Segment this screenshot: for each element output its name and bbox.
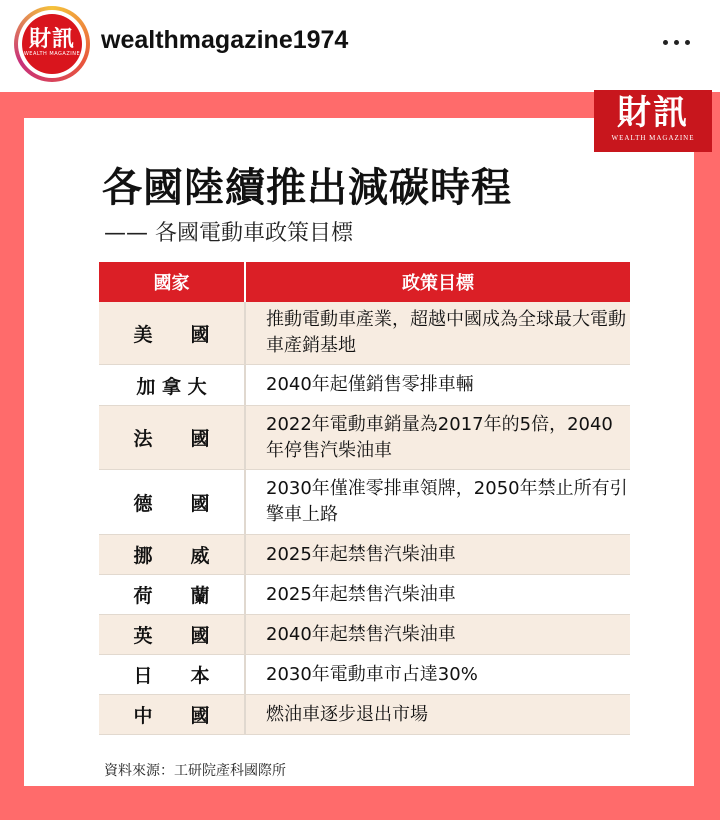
policy-cell: 2022年電動車銷量為2017年的5倍，2040年停售汽柴油車 — [266, 413, 613, 461]
avatar-logo — [22, 14, 82, 74]
source-note: 資料來源：工研院產科國際所 — [104, 763, 286, 779]
avatar-logo-text: 財訊 — [28, 26, 75, 52]
infographic-title: 各國陸續推出減碳時程 — [102, 165, 512, 211]
table-row — [99, 655, 630, 695]
brand-logo — [594, 90, 712, 152]
avatar-border — [18, 10, 86, 78]
policy-cell: 2040年起僅銷售零排車輛 — [266, 374, 474, 395]
table-row — [99, 575, 630, 615]
country-cell: 英 國 — [99, 615, 246, 654]
dot-icon — [685, 40, 690, 45]
policy-table — [99, 262, 630, 735]
table-row — [99, 365, 630, 406]
country-cell: 荷 蘭 — [99, 575, 246, 614]
country-cell: 德 國 — [99, 470, 246, 534]
table-row — [99, 406, 630, 470]
brand-logo-text: 財訊 — [617, 93, 689, 133]
table-row — [99, 470, 630, 535]
policy-cell: 2025年起禁售汽柴油車 — [266, 583, 456, 605]
post-image[interactable] — [0, 92, 720, 820]
policy-cell: 2030年電動車市占達30% — [266, 663, 478, 685]
table-row — [99, 302, 630, 365]
country-cell: 日 本 — [99, 655, 246, 694]
policy-cell: 2040年起禁售汽柴油車 — [266, 623, 456, 645]
table-row — [99, 535, 630, 575]
infographic-card — [24, 93, 695, 786]
infographic-subtitle: —— 各國電動車政策目標 — [104, 221, 353, 246]
column-header-country: 國家 — [99, 262, 246, 302]
policy-cell: 2030年僅准零排車領牌，2050年禁止所有引擎車上路 — [266, 478, 628, 525]
brand-logo-subtext: WEALTH MAGAZINE — [611, 134, 695, 142]
country-cell: 法 國 — [99, 406, 246, 469]
country-cell: 加 拿 大 — [99, 365, 246, 405]
policy-cell: 推動電動車產業，超越中國成為全球最大電動車產銷基地 — [266, 309, 626, 356]
column-header-policy: 政策目標 — [402, 273, 474, 294]
table-header — [99, 262, 630, 302]
avatar-logo-subtext: WEALTH MAGAZINE — [23, 51, 81, 57]
policy-cell: 燃油車逐步退出市場 — [266, 703, 428, 725]
table-row — [99, 695, 630, 735]
country-cell: 美 國 — [99, 302, 246, 364]
policy-cell: 2025年起禁售汽柴油車 — [266, 543, 456, 565]
country-cell: 挪 威 — [99, 535, 246, 574]
dot-icon — [663, 40, 668, 45]
dot-icon — [674, 40, 679, 45]
more-horizontal-icon[interactable] — [660, 30, 700, 50]
country-cell: 中 國 — [99, 695, 246, 734]
post-header — [0, 0, 720, 90]
table-row — [99, 615, 630, 655]
avatar[interactable] — [14, 6, 90, 82]
username-link[interactable]: wealthmagazine1974 — [101, 26, 349, 54]
